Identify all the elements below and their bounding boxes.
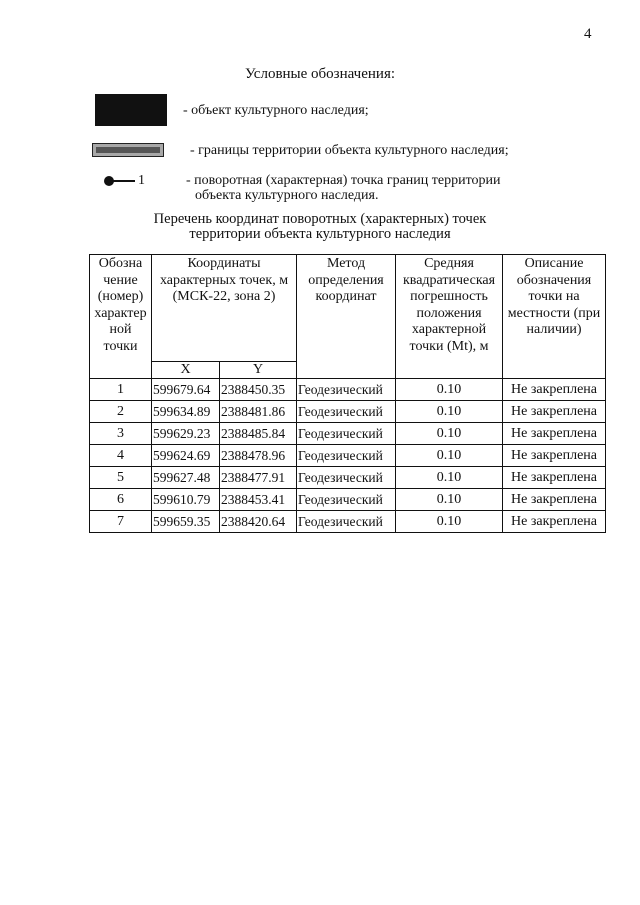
mean-error-cell: 0.10	[396, 379, 503, 401]
x-coordinate-cell: 599679.64	[152, 379, 220, 401]
header-designation: Обозна чение (номер) характер ной точки	[90, 255, 152, 379]
turning-point-symbol-label: 1	[138, 173, 145, 188]
table-row	[90, 401, 606, 423]
coordinates-table	[89, 254, 606, 533]
legend-title: Условные обозначения:	[244, 66, 396, 82]
legend-item-border-text: - границы территории объекта культурного наследия;	[190, 143, 509, 158]
y-coordinate-cell: 2388481.86	[220, 401, 297, 423]
method-cell: Геодезический	[297, 379, 396, 401]
legend-item-point-text-line1: - поворотная (характерная) точка границ территории	[186, 173, 501, 188]
point-number-cell: 2	[90, 401, 152, 423]
table-row	[90, 423, 606, 445]
header-y: Y	[220, 362, 297, 379]
point-number-cell: 6	[90, 489, 152, 511]
x-coordinate-cell: 599634.89	[152, 401, 220, 423]
x-coordinate-cell: 599629.23	[152, 423, 220, 445]
header-mean-error: Средняя квадратическая погрешность положения характерной точки (Mt), м	[396, 255, 503, 379]
method-cell: Геодезический	[297, 467, 396, 489]
y-coordinate-cell: 2388453.41	[220, 489, 297, 511]
page-number: 4	[584, 26, 592, 42]
legend-item-object-text: - объект культурного наследия;	[183, 103, 369, 118]
list-title	[0, 212, 640, 242]
table-row	[90, 511, 606, 533]
mean-error-cell: 0.10	[396, 467, 503, 489]
mean-error-cell: 0.10	[396, 423, 503, 445]
description-cell: Не закреплена	[503, 511, 606, 533]
point-number-cell: 1	[90, 379, 152, 401]
table-row	[90, 379, 606, 401]
point-number-cell: 3	[90, 423, 152, 445]
y-coordinate-cell: 2388450.35	[220, 379, 297, 401]
point-number-cell: 5	[90, 467, 152, 489]
header-method: Метод определения координат	[297, 255, 396, 379]
description-cell: Не закреплена	[503, 401, 606, 423]
cultural-object-symbol-icon	[95, 94, 167, 126]
x-coordinate-cell: 599610.79	[152, 489, 220, 511]
turning-point-symbol-icon	[104, 174, 164, 188]
y-coordinate-cell: 2388478.96	[220, 445, 297, 467]
description-cell: Не закреплена	[503, 467, 606, 489]
mean-error-cell: 0.10	[396, 445, 503, 467]
point-number-cell: 7	[90, 511, 152, 533]
list-title-line1: Перечень координат поворотных (характерных) точек	[153, 211, 487, 227]
method-cell: Геодезический	[297, 489, 396, 511]
description-cell: Не закреплена	[503, 423, 606, 445]
header-description: Описание обозначения точки на местности (при наличии)	[503, 255, 606, 379]
mean-error-cell: 0.10	[396, 401, 503, 423]
mean-error-cell: 0.10	[396, 511, 503, 533]
method-cell: Геодезический	[297, 401, 396, 423]
method-cell: Геодезический	[297, 511, 396, 533]
x-coordinate-cell: 599627.48	[152, 467, 220, 489]
table-row	[90, 489, 606, 511]
header-coordinates: Координаты характерных точек, м (МСК-22, зона 2)	[152, 255, 297, 362]
mean-error-cell: 0.10	[396, 489, 503, 511]
method-cell: Геодезический	[297, 445, 396, 467]
table-row	[90, 467, 606, 489]
y-coordinate-cell: 2388477.91	[220, 467, 297, 489]
table-row	[90, 445, 606, 467]
description-cell: Не закреплена	[503, 489, 606, 511]
y-coordinate-cell: 2388420.64	[220, 511, 297, 533]
header-x: X	[152, 362, 220, 379]
description-cell: Не закреплена	[503, 379, 606, 401]
description-cell: Не закреплена	[503, 445, 606, 467]
list-title-line2: территории объекта культурного наследия	[189, 226, 451, 242]
method-cell: Геодезический	[297, 423, 396, 445]
x-coordinate-cell: 599659.35	[152, 511, 220, 533]
territory-border-symbol-icon	[92, 143, 164, 157]
legend-item-point-text-line2: объекта культурного наследия.	[195, 188, 379, 203]
point-number-cell: 4	[90, 445, 152, 467]
y-coordinate-cell: 2388485.84	[220, 423, 297, 445]
x-coordinate-cell: 599624.69	[152, 445, 220, 467]
